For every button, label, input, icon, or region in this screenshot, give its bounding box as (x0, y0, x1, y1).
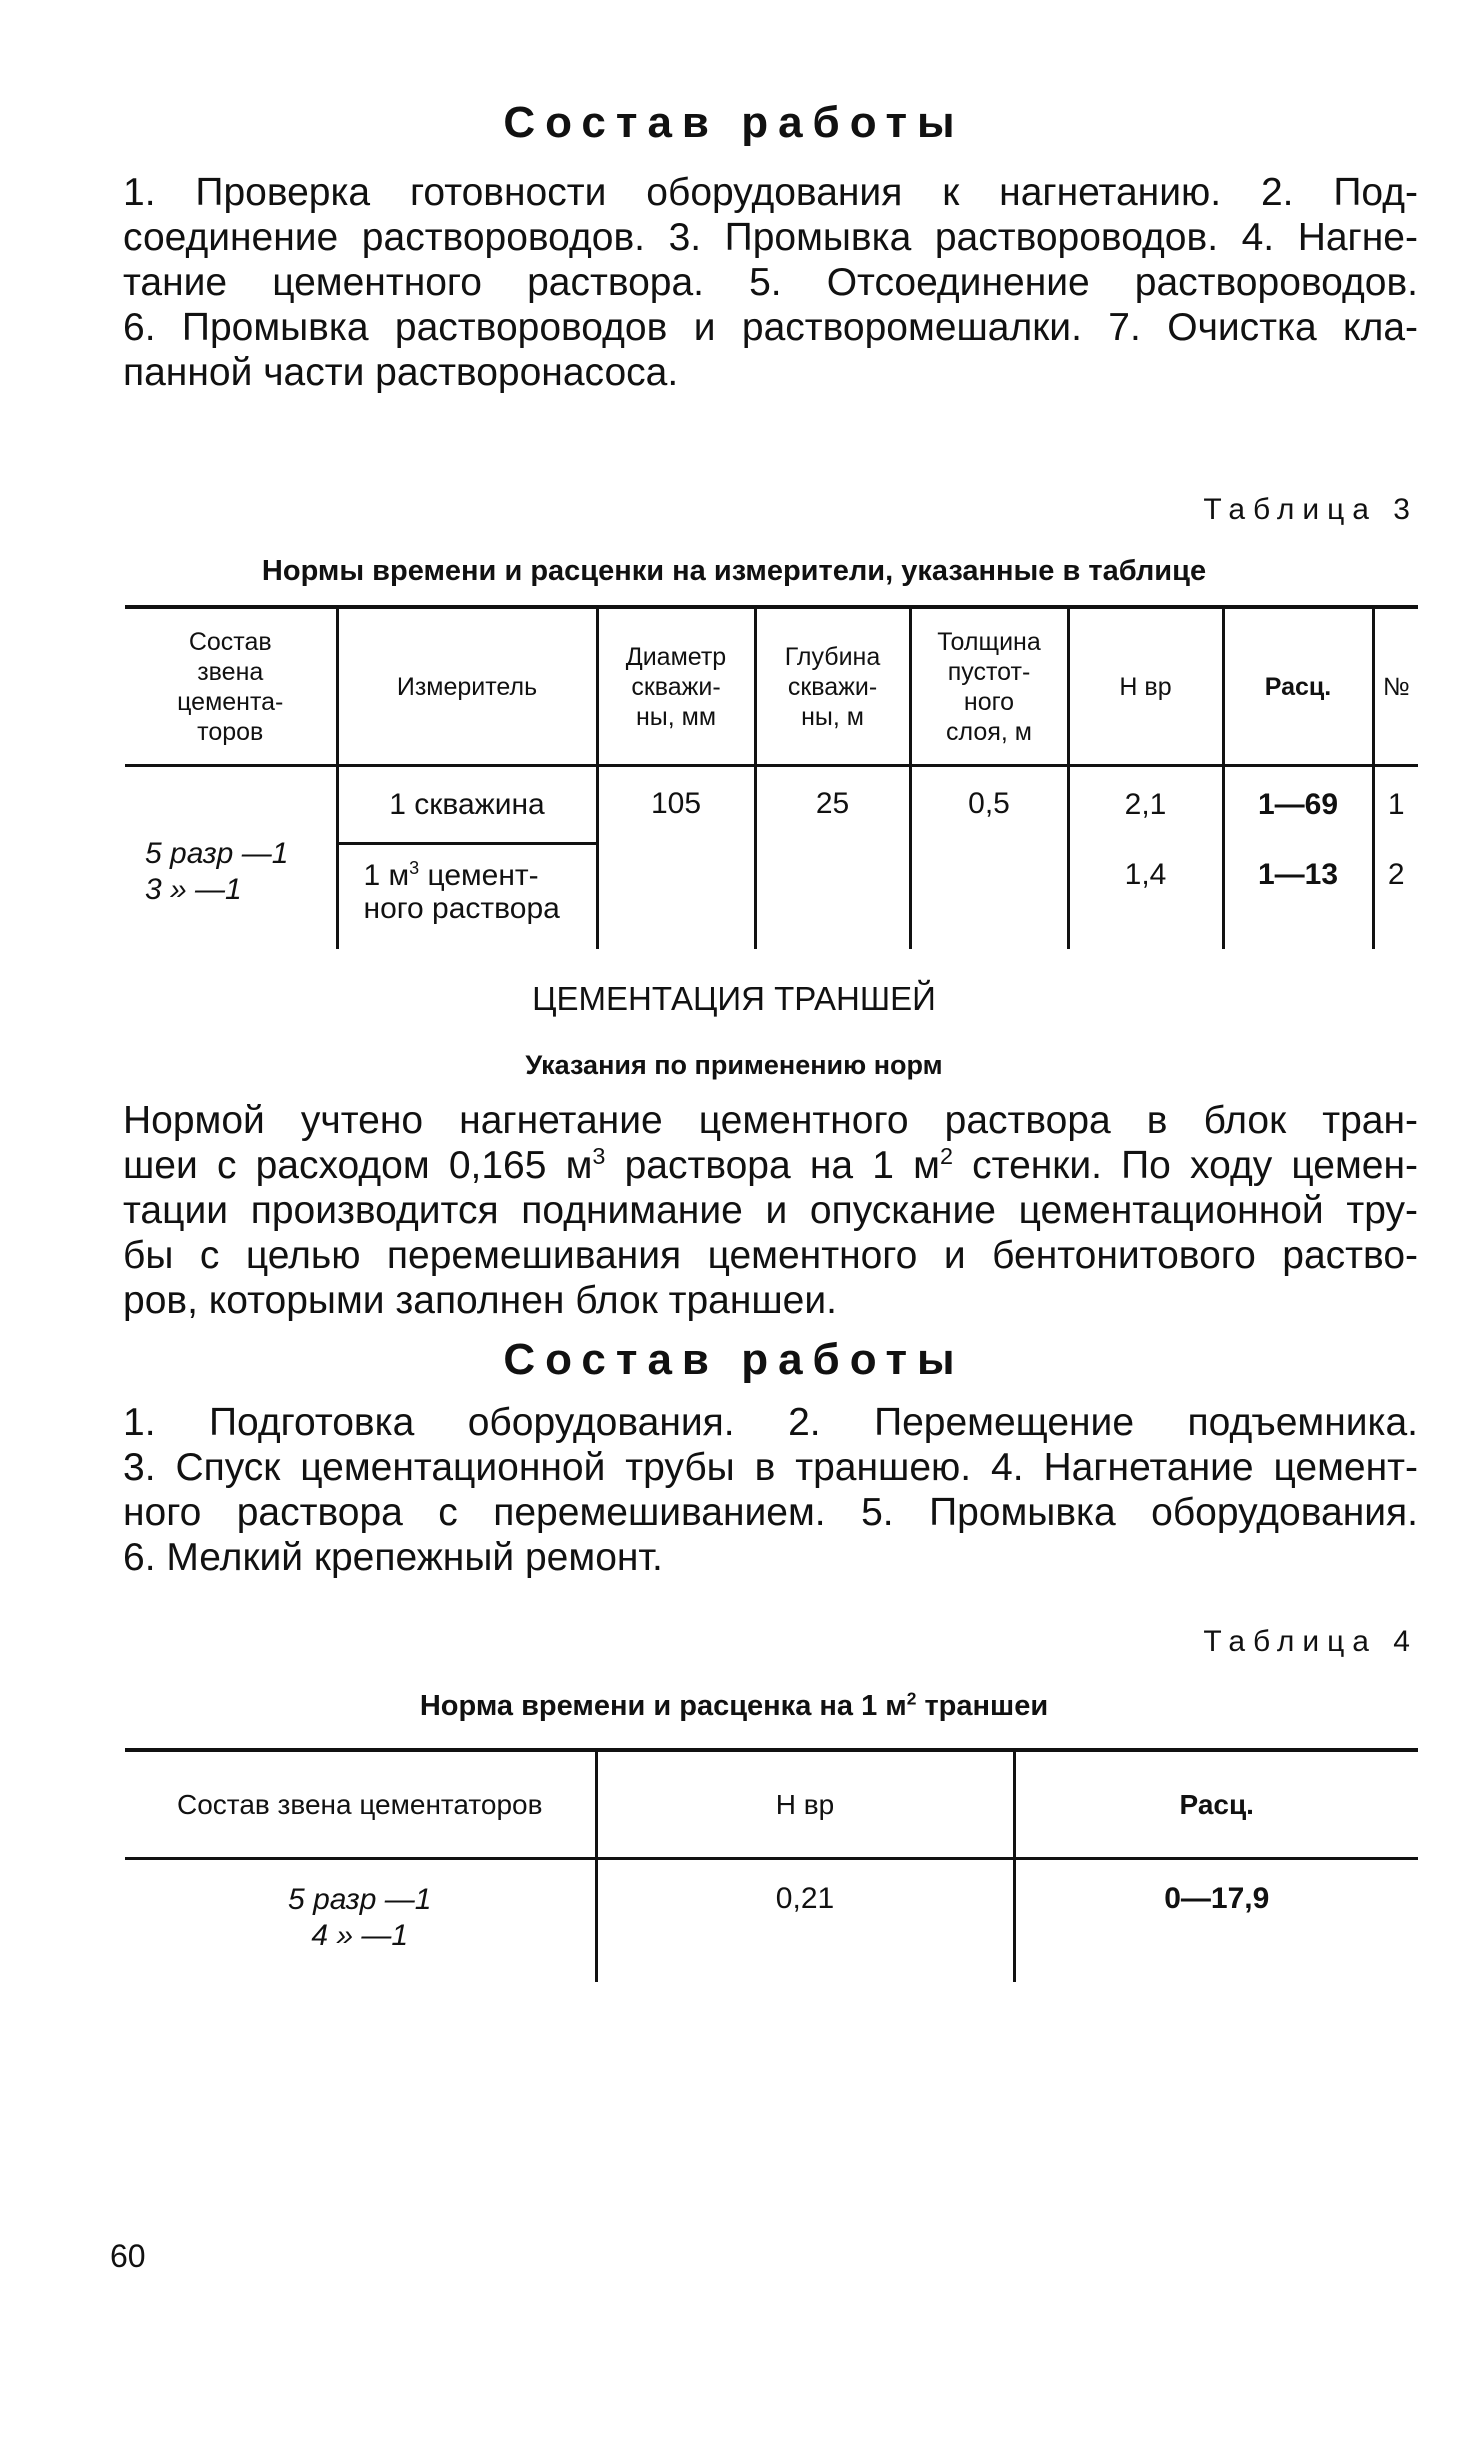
cell-measure: 1 скважина (337, 766, 597, 844)
work-composition-paragraph-2 (123, 1400, 1418, 1580)
cell-num: 1 (1373, 766, 1418, 844)
header-text: ного (963, 687, 1015, 716)
section-heading-work-composition-2: Состав работы (503, 1335, 965, 1384)
paragraph-line: тации производится поднимание и опускание цементационной тру- (123, 1189, 1418, 1232)
paragraph-line: Нормой учтено нагнетание цементного раствора в блок тран- (123, 1099, 1418, 1142)
header-text: Диаметр (625, 642, 727, 671)
cell-rate: 1—13 (1223, 844, 1373, 950)
header-norm: Н вр (596, 1750, 1014, 1859)
header-text: скважи- (631, 672, 721, 701)
cell-norm: 1,4 (1068, 844, 1223, 950)
header-text: звена (197, 657, 264, 686)
paragraph-line: бы с целью перемешивания цементного и бентонитового раство- (123, 1234, 1418, 1277)
brigade-line: 3 » —1 (145, 873, 242, 906)
header-text: Состав (188, 627, 272, 656)
paragraph-line: 1. Проверка готовности оборудования к нагнетанию. 2. Под- (123, 171, 1418, 214)
brigade-line: 4 » —1 (311, 1919, 409, 1952)
cell-norm: 0,21 (596, 1859, 1014, 1983)
measure-line: ного раствора (363, 892, 560, 925)
paragraph-line: соединение раствороводов. 3. Промывка раствороводов. 4. Нагне- (123, 216, 1418, 259)
paragraph-line (123, 1143, 1418, 1188)
brigade-line: 5 разр —1 (288, 1883, 432, 1916)
header-text: торов (197, 717, 264, 746)
header-text: цемента- (177, 687, 284, 716)
paragraph-line: 1. Подготовка оборудования. 2. Перемещение подъемника. (123, 1401, 1418, 1444)
page-number: 60 (110, 2238, 146, 2274)
brigade-line: 5 разр —1 (145, 837, 289, 870)
title-text: траншеи (916, 1690, 1049, 1722)
header-measure: Измеритель (337, 607, 597, 766)
cell-brigade (125, 1859, 596, 1983)
paragraph-line: 3. Спуск цементационной трубы в траншею. 4. Нагнетание цемент- (123, 1446, 1418, 1489)
cell-thickness: 0,5 (910, 766, 1068, 950)
paragraph-line: 6. Промывка раствороводов и растворомешалки. 7. Очистка кла- (123, 306, 1418, 349)
paragraph-line: ров, которыми заполнен блок траншеи. (123, 1279, 837, 1322)
table-3-title: Нормы времени и расценки на измерители, указанные в таблице (261, 555, 1207, 587)
table-header-row (125, 607, 1418, 766)
header-thickness (910, 607, 1068, 766)
paragraph-line: 6. Мелкий крепежный ремонт. (123, 1536, 663, 1579)
header-text: скважи- (787, 672, 878, 701)
text-run: раствора на 1 м (605, 1144, 940, 1187)
header-text: пустот- (947, 657, 1031, 686)
text-run: шеи с расходом 0,165 м (123, 1144, 593, 1187)
table-4-label: Таблица 4 (1203, 1625, 1418, 1658)
measure-sup: 3 (409, 858, 420, 878)
cell-diameter: 105 (597, 766, 755, 950)
header-text: Глубина (784, 642, 881, 671)
section-subtitle: Указания по применению норм (525, 1050, 943, 1080)
measure-line (364, 859, 596, 892)
cell-num: 2 (1373, 844, 1418, 950)
paragraph-line: тание цементного раствора. 5. Отсоединение раствороводов. (123, 261, 1418, 304)
superscript: 3 (592, 1143, 606, 1169)
cell-depth: 25 (755, 766, 910, 950)
superscript: 2 (939, 1143, 953, 1169)
header-depth (755, 607, 910, 766)
header-text: слоя, м (946, 717, 1032, 746)
paragraph-line: панной части растворонасоса. (123, 351, 679, 394)
section-heading-work-composition-1: Состав работы (503, 98, 965, 147)
header-norm: Н вр (1068, 607, 1223, 766)
header-brigade: Состав звена цементаторов (125, 1750, 596, 1859)
cell-brigade (125, 766, 337, 950)
measure-text: 1 м (363, 859, 410, 892)
header-brigade (125, 607, 337, 766)
instructions-paragraph (123, 1098, 1418, 1323)
table-4 (125, 1748, 1418, 1982)
measure-text: цемент- (419, 859, 539, 892)
cell-rate: 0—17,9 (1014, 1859, 1418, 1983)
header-text: ны, м (801, 702, 864, 731)
table-row (125, 766, 1418, 844)
header-rate: Расц. (1223, 607, 1373, 766)
header-rate: Расц. (1014, 1750, 1418, 1859)
cell-measure (337, 844, 597, 950)
section-title: ЦЕМЕНТАЦИЯ ТРАНШЕЙ (532, 980, 936, 1017)
title-sup: 2 (906, 1688, 917, 1709)
header-text: ны, мм (635, 702, 717, 731)
text-run: стенки. По ходу цемен- (952, 1144, 1418, 1187)
paragraph-line: ного раствора с перемешиванием. 5. Промывка оборудования. (123, 1491, 1418, 1534)
title-text: Норма времени и расценка на 1 м (419, 1690, 907, 1722)
header-diameter (597, 607, 755, 766)
header-text: Толщина (937, 627, 1041, 656)
work-composition-paragraph-1 (123, 170, 1418, 395)
header-num: № (1373, 607, 1418, 766)
table-header-row (125, 1750, 1418, 1859)
table-row (125, 1859, 1418, 1983)
cell-norm: 2,1 (1068, 766, 1223, 844)
table-3-label: Таблица 3 (1203, 493, 1418, 526)
table-3 (125, 605, 1418, 949)
cell-rate: 1—69 (1223, 766, 1373, 844)
table-4-title (0, 1690, 1468, 1723)
